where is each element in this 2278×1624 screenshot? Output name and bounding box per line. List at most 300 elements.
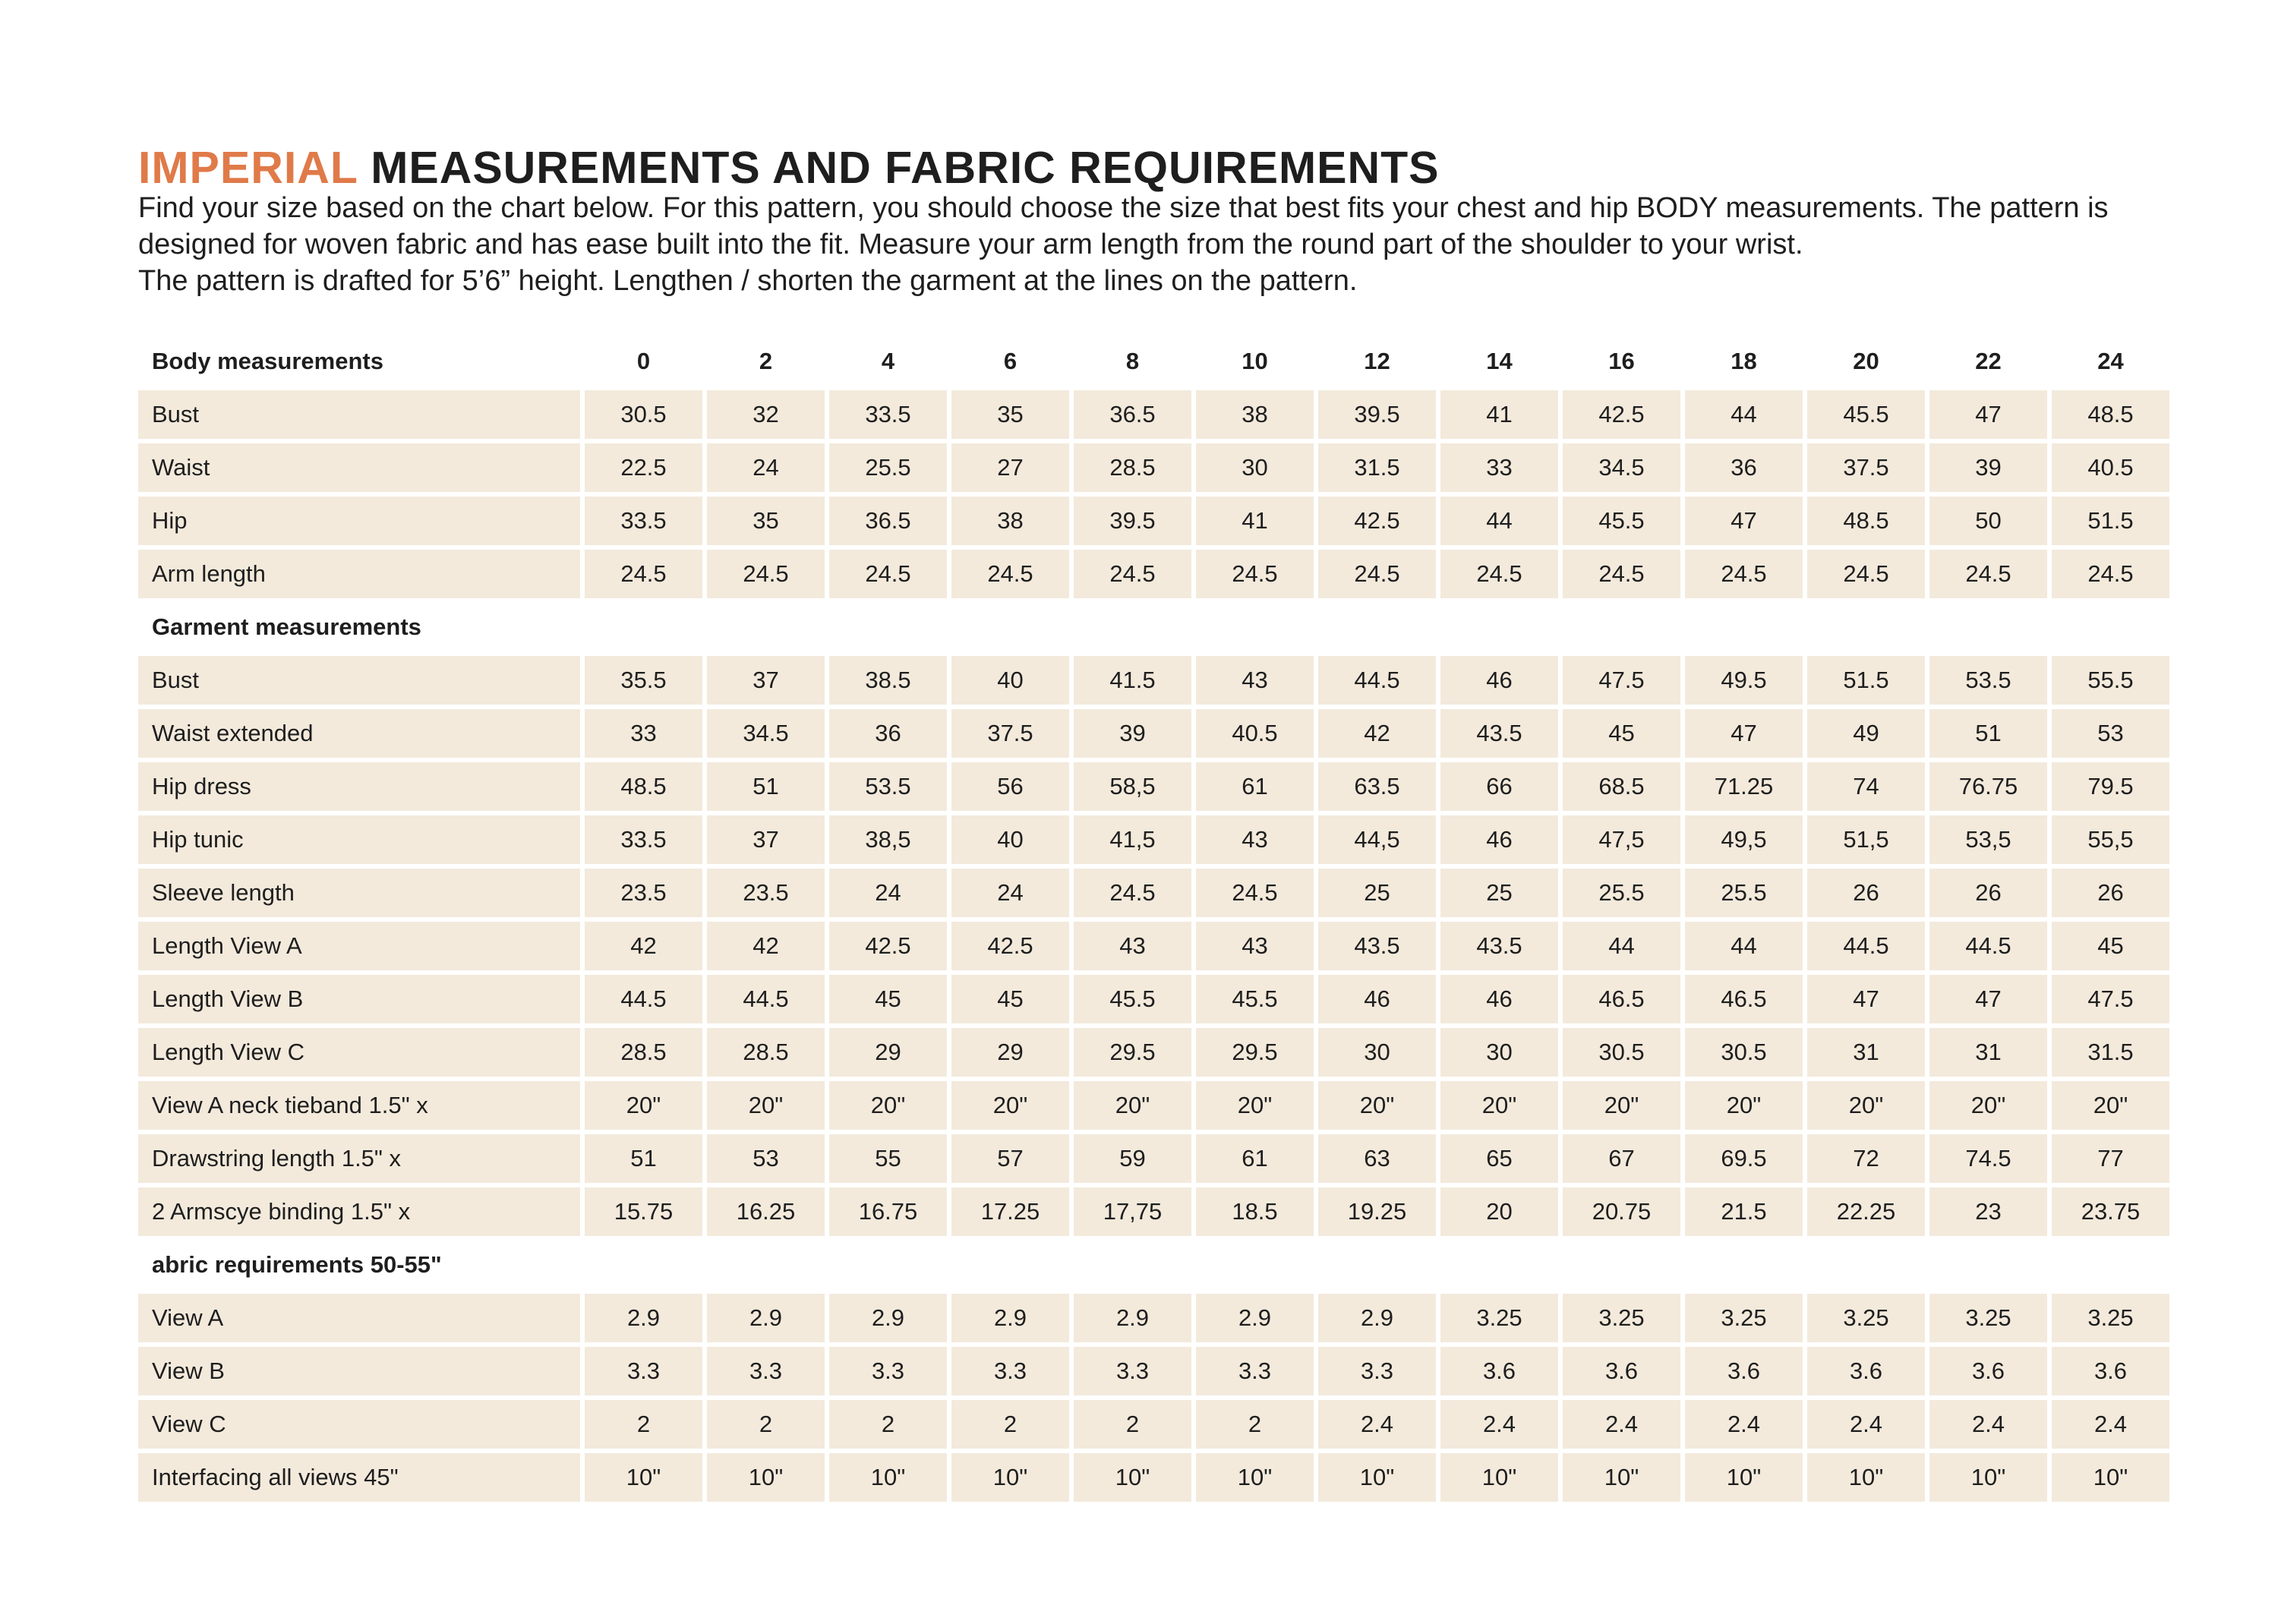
table-row (138, 1028, 2169, 1077)
table-cell: 2.4 (1318, 1400, 1436, 1449)
table-cell: 51 (1929, 709, 2047, 758)
table-cell: 25.5 (829, 443, 947, 492)
empty-cell (1440, 603, 1558, 651)
table-cell: 10" (1563, 1453, 1680, 1502)
table-cell: 37.5 (1807, 443, 1925, 492)
table-cell: 30 (1440, 1028, 1558, 1077)
table-cell: 30.5 (1563, 1028, 1680, 1077)
table-cell: 3.3 (585, 1347, 702, 1395)
empty-cell (1074, 1241, 1191, 1289)
section-header-row (138, 603, 2169, 651)
table-row (138, 443, 2169, 492)
empty-cell (585, 603, 702, 651)
table-cell: 3.25 (1685, 1294, 1803, 1342)
table-cell: 24 (951, 869, 1069, 917)
table-cell: 42.5 (951, 922, 1069, 970)
table-cell: 53 (2052, 709, 2169, 758)
size-header: 4 (881, 348, 895, 374)
section-heading: Garment measurements (152, 613, 421, 640)
table-cell: 37 (707, 656, 825, 705)
table-cell: 20" (829, 1081, 947, 1130)
empty-cell (2052, 1241, 2169, 1289)
table-cell: 34.5 (1563, 443, 1680, 492)
table-cell: 61 (1196, 1134, 1314, 1183)
size-header: 14 (1486, 348, 1513, 374)
size-header: 2 (759, 348, 773, 374)
table-cell: 44.5 (707, 975, 825, 1023)
table-cell: 3.3 (1318, 1347, 1436, 1395)
table-cell: 42 (585, 922, 702, 970)
table-cell: 29 (951, 1028, 1069, 1077)
table-cell: 22.5 (585, 443, 702, 492)
table-cell: 32 (707, 390, 825, 439)
table-cell: 33 (1440, 443, 1558, 492)
table-cell: 39 (1074, 709, 1191, 758)
table-row (138, 762, 2169, 811)
empty-cell (1929, 1241, 2047, 1289)
table-cell: 49,5 (1685, 815, 1803, 864)
table-cell: 29.5 (1196, 1028, 1314, 1077)
size-header: 8 (1125, 348, 1140, 374)
table-cell: 10" (2052, 1453, 2169, 1502)
row-label: Arm length (138, 550, 580, 598)
table-cell: 47,5 (1563, 815, 1680, 864)
table-cell: 3.3 (951, 1347, 1069, 1395)
table-cell: 23.5 (707, 869, 825, 917)
table-cell: 43 (1074, 922, 1191, 970)
empty-cell (829, 603, 947, 651)
table-cell: 45.5 (1074, 975, 1191, 1023)
table-cell: 56 (951, 762, 1069, 811)
table-cell: 2.9 (1074, 1294, 1191, 1342)
table-cell: 24.5 (1074, 550, 1191, 598)
table-row (138, 1294, 2169, 1342)
table-cell: 35.5 (585, 656, 702, 705)
table-cell: 24.5 (1318, 550, 1436, 598)
table-cell: 15.75 (585, 1187, 702, 1236)
empty-cell (1563, 603, 1680, 651)
table-cell: 3.6 (2052, 1347, 2169, 1395)
table-cell: 43.5 (1440, 922, 1558, 970)
table-cell: 20" (1196, 1081, 1314, 1130)
table-cell: 31 (1929, 1028, 2047, 1077)
table-cell: 42 (707, 922, 825, 970)
table-cell: 2.9 (707, 1294, 825, 1342)
table-cell: 53,5 (1929, 815, 2047, 864)
table-cell: 10" (707, 1453, 825, 1502)
table-row (138, 1453, 2169, 1502)
table-cell: 24.5 (1196, 869, 1314, 917)
table-cell: 24.5 (1563, 550, 1680, 598)
table-row (138, 497, 2169, 545)
table-cell: 2 (707, 1400, 825, 1449)
table-cell: 40.5 (2052, 443, 2169, 492)
empty-cell (1685, 1241, 1803, 1289)
table-cell: 16.25 (707, 1187, 825, 1236)
table-cell: 40.5 (1196, 709, 1314, 758)
table-cell: 63 (1318, 1134, 1436, 1183)
row-label: Waist extended (138, 709, 580, 758)
table-cell: 26 (1807, 869, 1925, 917)
size-header: 18 (1731, 348, 1757, 374)
table-cell: 46.5 (1685, 975, 1803, 1023)
table-cell: 2 (1074, 1400, 1191, 1449)
table-cell: 33.5 (585, 497, 702, 545)
table-cell: 31.5 (1318, 443, 1436, 492)
table-cell: 39.5 (1318, 390, 1436, 439)
size-chart-table (134, 333, 2174, 1506)
intro-paragraph: The pattern is drafted for 5’6” height. Lengthen / shorten the garment at the lines on the pattern. (138, 265, 1358, 297)
table-cell: 2 (585, 1400, 702, 1449)
size-chart-body (138, 337, 2169, 1502)
empty-cell (829, 1241, 947, 1289)
table-cell: 44,5 (1318, 815, 1436, 864)
table-cell: 47 (1685, 497, 1803, 545)
table-cell: 2.4 (1440, 1400, 1558, 1449)
table-cell: 24.5 (1929, 550, 2047, 598)
table-cell: 27 (951, 443, 1069, 492)
table-cell: 10" (829, 1453, 947, 1502)
table-cell: 2.4 (1807, 1400, 1925, 1449)
table-row (138, 975, 2169, 1023)
table-cell: 28.5 (707, 1028, 825, 1077)
table-cell: 2.9 (829, 1294, 947, 1342)
empty-cell (1318, 1241, 1436, 1289)
row-label: 2 Armscye binding 1.5" x (138, 1187, 580, 1236)
table-cell: 24.5 (951, 550, 1069, 598)
table-cell: 3.6 (1563, 1347, 1680, 1395)
table-row (138, 1347, 2169, 1395)
page-title (138, 141, 1439, 194)
table-cell: 20" (1074, 1081, 1191, 1130)
empty-cell (1318, 603, 1436, 651)
table-cell: 66 (1440, 762, 1558, 811)
table-cell: 2.9 (951, 1294, 1069, 1342)
table-cell: 51,5 (1807, 815, 1925, 864)
table-cell: 47.5 (2052, 975, 2169, 1023)
row-label: View A (138, 1294, 580, 1342)
table-cell: 46 (1440, 656, 1558, 705)
table-cell: 3.25 (1440, 1294, 1558, 1342)
table-cell: 48.5 (585, 762, 702, 811)
table-cell: 37 (707, 815, 825, 864)
table-cell: 2.4 (2052, 1400, 2169, 1449)
table-cell: 44.5 (1929, 922, 2047, 970)
table-cell: 3.6 (1807, 1347, 1925, 1395)
table-cell: 2.4 (1563, 1400, 1680, 1449)
table-cell: 44 (1685, 390, 1803, 439)
table-cell: 24.5 (707, 550, 825, 598)
table-cell: 3.3 (707, 1347, 825, 1395)
table-cell: 20" (1929, 1081, 2047, 1130)
table-cell: 51 (707, 762, 825, 811)
table-cell: 68.5 (1563, 762, 1680, 811)
table-cell: 43 (1196, 922, 1314, 970)
table-cell: 67 (1563, 1134, 1680, 1183)
table-cell: 35 (707, 497, 825, 545)
table-cell: 79.5 (2052, 762, 2169, 811)
table-cell: 41 (1196, 497, 1314, 545)
row-label: Length View A (138, 922, 580, 970)
empty-cell (707, 603, 825, 651)
table-cell: 10" (1318, 1453, 1436, 1502)
table-cell: 20 (1440, 1187, 1558, 1236)
table-cell: 20" (585, 1081, 702, 1130)
title-accent: IMPERIAL (138, 143, 358, 193)
table-cell: 22.25 (1807, 1187, 1925, 1236)
table-row (138, 815, 2169, 864)
table-row (138, 869, 2169, 917)
table-cell: 21.5 (1685, 1187, 1803, 1236)
table-cell: 51.5 (2052, 497, 2169, 545)
table-cell: 55.5 (2052, 656, 2169, 705)
table-row (138, 709, 2169, 758)
row-label: Bust (138, 390, 580, 439)
table-cell: 2 (1196, 1400, 1314, 1449)
table-cell: 57 (951, 1134, 1069, 1183)
table-cell: 53.5 (829, 762, 947, 811)
size-header: 22 (1975, 348, 2002, 374)
table-cell: 24.5 (829, 550, 947, 598)
title-rest: MEASUREMENTS AND FABRIC REQUIREMENTS (357, 143, 1440, 193)
table-cell: 74 (1807, 762, 1925, 811)
table-cell: 20" (1563, 1081, 1680, 1130)
row-label: Bust (138, 656, 580, 705)
table-cell: 74.5 (1929, 1134, 2047, 1183)
table-cell: 37.5 (951, 709, 1069, 758)
table-cell: 38 (1196, 390, 1314, 439)
table-cell: 76.75 (1929, 762, 2047, 811)
table-cell: 3.3 (1074, 1347, 1191, 1395)
table-cell: 45 (1563, 709, 1680, 758)
table-cell: 48.5 (2052, 390, 2169, 439)
empty-cell (951, 603, 1069, 651)
table-cell: 42 (1318, 709, 1436, 758)
empty-cell (1196, 603, 1314, 651)
table-cell: 31.5 (2052, 1028, 2169, 1077)
table-cell: 24 (707, 443, 825, 492)
row-label: View B (138, 1347, 580, 1395)
table-cell: 10" (1440, 1453, 1558, 1502)
size-header: 10 (1242, 348, 1268, 374)
table-cell: 42.5 (1318, 497, 1436, 545)
table-cell: 10" (1685, 1453, 1803, 1502)
table-cell: 45 (951, 975, 1069, 1023)
table-cell: 25 (1318, 869, 1436, 917)
table-cell: 30 (1318, 1028, 1436, 1077)
empty-cell (585, 1241, 702, 1289)
table-cell: 41 (1440, 390, 1558, 439)
table-cell: 43.5 (1318, 922, 1436, 970)
table-cell: 3.25 (1563, 1294, 1680, 1342)
table-cell: 29.5 (1074, 1028, 1191, 1077)
table-cell: 24.5 (585, 550, 702, 598)
table-cell: 20.75 (1563, 1187, 1680, 1236)
table-row (138, 922, 2169, 970)
table-cell: 69.5 (1685, 1134, 1803, 1183)
table-row (138, 1081, 2169, 1130)
size-header: 20 (1853, 348, 1879, 374)
empty-cell (1440, 1241, 1558, 1289)
intro-paragraph: Find your size based on the chart below. For this pattern, you should choose the size that best fits your chest and hip BODY measurements. The pattern is designed for woven fabric and has ease built into the fit. Measure your arm length from the round part of the shoulder to your wrist. (138, 192, 2109, 260)
table-cell: 51 (585, 1134, 702, 1183)
row-label: View C (138, 1400, 580, 1449)
table-cell: 45.5 (1563, 497, 1680, 545)
row-label: Length View C (138, 1028, 580, 1077)
table-cell: 20" (1318, 1081, 1436, 1130)
empty-cell (951, 1241, 1069, 1289)
table-cell: 25.5 (1563, 869, 1680, 917)
table-cell: 43.5 (1440, 709, 1558, 758)
table-cell: 28.5 (1074, 443, 1191, 492)
table-cell: 26 (1929, 869, 2047, 917)
table-cell: 29 (829, 1028, 947, 1077)
table-cell: 23.5 (585, 869, 702, 917)
empty-cell (1074, 603, 1191, 651)
table-cell: 38 (951, 497, 1069, 545)
table-cell: 42.5 (829, 922, 947, 970)
table-cell: 45 (829, 975, 947, 1023)
table-cell: 30.5 (1685, 1028, 1803, 1077)
row-label: Interfacing all views 45" (138, 1453, 580, 1502)
table-cell: 33.5 (829, 390, 947, 439)
table-cell: 36.5 (829, 497, 947, 545)
table-cell: 40 (951, 815, 1069, 864)
table-cell: 77 (2052, 1134, 2169, 1183)
table-cell: 24 (829, 869, 947, 917)
table-cell: 46 (1440, 815, 1558, 864)
table-cell: 17,75 (1074, 1187, 1191, 1236)
table-cell: 2.9 (585, 1294, 702, 1342)
table-cell: 25.5 (1685, 869, 1803, 917)
table-cell: 2.4 (1685, 1400, 1803, 1449)
row-label: Hip (138, 497, 580, 545)
table-cell: 45.5 (1196, 975, 1314, 1023)
table-cell: 26 (2052, 869, 2169, 917)
table-cell: 10" (585, 1453, 702, 1502)
table-cell: 40 (951, 656, 1069, 705)
table-cell: 36.5 (1074, 390, 1191, 439)
section-heading: abric requirements 50-55" (152, 1251, 442, 1278)
table-cell: 3.6 (1685, 1347, 1803, 1395)
table-cell: 3.3 (829, 1347, 947, 1395)
table-cell: 59 (1074, 1134, 1191, 1183)
table-cell: 53 (707, 1134, 825, 1183)
table-cell: 20" (1440, 1081, 1558, 1130)
table-cell: 47 (1929, 975, 2047, 1023)
table-cell: 49.5 (1685, 656, 1803, 705)
table-cell: 10" (1074, 1453, 1191, 1502)
empty-cell (1807, 603, 1925, 651)
table-cell: 17.25 (951, 1187, 1069, 1236)
table-cell: 44 (1685, 922, 1803, 970)
table-cell: 2.9 (1196, 1294, 1314, 1342)
table-cell: 38,5 (829, 815, 947, 864)
empty-cell (1196, 1241, 1314, 1289)
intro-text (138, 190, 2173, 299)
row-label: Sleeve length (138, 869, 580, 917)
table-cell: 61 (1196, 762, 1314, 811)
table-cell: 43 (1196, 656, 1314, 705)
table-cell: 45 (2052, 922, 2169, 970)
table-cell: 47.5 (1563, 656, 1680, 705)
table-cell: 24.5 (2052, 550, 2169, 598)
table-cell: 24.5 (1685, 550, 1803, 598)
table-cell: 47 (1685, 709, 1803, 758)
table-row (138, 656, 2169, 705)
table-cell: 20" (1685, 1081, 1803, 1130)
table-cell: 3.3 (1196, 1347, 1314, 1395)
table-cell: 42.5 (1563, 390, 1680, 439)
table-cell: 30 (1196, 443, 1314, 492)
table-cell: 46 (1318, 975, 1436, 1023)
size-header: 24 (2097, 348, 2124, 374)
table-cell: 3.6 (1440, 1347, 1558, 1395)
empty-cell (1563, 1241, 1680, 1289)
table-cell: 25 (1440, 869, 1558, 917)
table-cell: 31 (1807, 1028, 1925, 1077)
table-cell: 30.5 (585, 390, 702, 439)
empty-cell (1807, 1241, 1925, 1289)
empty-cell (2052, 603, 2169, 651)
table-cell: 19.25 (1318, 1187, 1436, 1236)
size-header: 16 (1608, 348, 1635, 374)
table-cell: 55,5 (2052, 815, 2169, 864)
table-cell: 50 (1929, 497, 2047, 545)
table-cell: 41.5 (1074, 656, 1191, 705)
row-label: Waist (138, 443, 580, 492)
row-label: Hip dress (138, 762, 580, 811)
table-cell: 44.5 (1807, 922, 1925, 970)
table-cell: 44.5 (1318, 656, 1436, 705)
table-cell: 23 (1929, 1187, 2047, 1236)
table-cell: 24.5 (1196, 550, 1314, 598)
table-cell: 35 (951, 390, 1069, 439)
row-label: Length View B (138, 975, 580, 1023)
table-cell: 44 (1563, 922, 1680, 970)
row-label: Drawstring length 1.5" x (138, 1134, 580, 1183)
empty-cell (1685, 603, 1803, 651)
table-cell: 36 (829, 709, 947, 758)
table-cell: 28.5 (585, 1028, 702, 1077)
table-cell: 24.5 (1440, 550, 1558, 598)
table-cell: 24.5 (1807, 550, 1925, 598)
table-cell: 3.6 (1929, 1347, 2047, 1395)
table-cell: 46 (1440, 975, 1558, 1023)
table-cell: 58,5 (1074, 762, 1191, 811)
table-cell: 10" (1929, 1453, 2047, 1502)
table-cell: 20" (2052, 1081, 2169, 1130)
empty-cell (707, 1241, 825, 1289)
section-header-row (138, 1241, 2169, 1289)
table-cell: 38.5 (829, 656, 947, 705)
table-cell: 2 (951, 1400, 1069, 1449)
table-cell: 20" (951, 1081, 1069, 1130)
row-label: View A neck tieband 1.5" x (138, 1081, 580, 1130)
table-row (138, 1187, 2169, 1236)
table-cell: 3.25 (1807, 1294, 1925, 1342)
empty-cell (1929, 603, 2047, 651)
table-cell: 44.5 (585, 975, 702, 1023)
table-cell: 2.4 (1929, 1400, 2047, 1449)
table-cell: 55 (829, 1134, 947, 1183)
table-cell: 45.5 (1807, 390, 1925, 439)
table-cell: 20" (707, 1081, 825, 1130)
table-cell: 3.25 (2052, 1294, 2169, 1342)
table-cell: 39 (1929, 443, 2047, 492)
table-cell: 43 (1196, 815, 1314, 864)
table-cell: 10" (1196, 1453, 1314, 1502)
